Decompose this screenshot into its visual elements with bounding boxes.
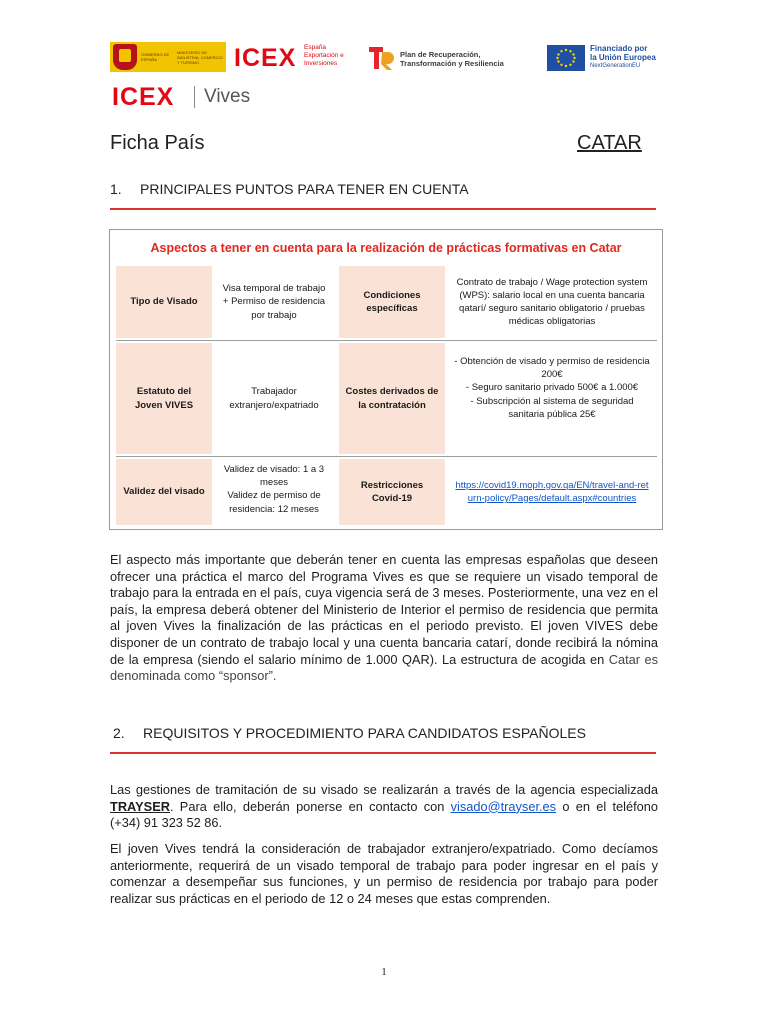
eu-line3: NextGenerationEU — [590, 63, 641, 69]
candidate-paragraph: El joven Vives tendrá la consideración de trabajador extranjero/expatriado. Como decíamos anteriormente, requerirá de un visado temporal de trabajo para poder ingresar en el país y comenzar a desempeñar sus funciones, y un permiso de residencia por trabajo para poder realizar sus prácticas en el periodo de 12 o 24 meses que estas comprenden. — [110, 841, 658, 906]
cost-item: - Seguro sanitario privado 500€ a 1.000€ — [465, 382, 639, 394]
eu-funding-label — [590, 44, 680, 70]
section-2-title: REQUISITOS Y PROCEDIMIENTO PARA CANDIDATOS ESPAÑOLES — [143, 725, 586, 741]
icex-logo: ICEX — [234, 44, 297, 72]
ministerio-label: MINISTERIO DE INDUSTRIA, COMERCIO Y TURISMO — [177, 49, 223, 65]
table-title: Aspectos a tener en cuenta para la realización de prácticas formativas en Catar — [150, 241, 622, 255]
page-number: 1 — [381, 966, 387, 978]
table-cell-validity — [214, 459, 334, 525]
agency-paragraph — [110, 782, 658, 832]
cost-item: - Subscripción al sistema de seguridad sanitaria pública 25€ — [470, 395, 634, 420]
table-row-divider — [116, 340, 657, 341]
table-cell-costs — [447, 343, 657, 454]
prtr-logo-icon — [368, 44, 396, 72]
section-1-divider — [110, 208, 656, 210]
permit-validity-text: Validez de permiso de residencia: 12 meses — [227, 490, 321, 515]
section-1-heading — [110, 180, 469, 198]
gobierno-espana-logo — [110, 42, 226, 72]
covid-policy-link[interactable]: https://covid19.moph.gov.qa/EN/travel-and-return-policy/Pages/default.aspx#countries — [455, 479, 649, 504]
intro-text: El aspecto más importante que deberán tener en cuenta las empresas españolas que deseen ofrecer una práctica el marco del Programa Vives es que se requiere un visado temporal de trabajo para la entrada en el país, cuya vigencia será de 3 meses. Posteriormente, una vez en el país, la empresa deberá obtener del Ministerio de Interior el permiso de residencia que permita al joven Vives la finalización de las prácticas en el periodo previsto. El joven VIVES debe disponer de un contrato de trabajo local y una cuenta bancaria catarí, donde recibirá la nómina de la empresa (siendo el salario mínimo de 1.000 QAR). La estructura de acogida en — [110, 552, 658, 667]
icex-tagline: España Exportación e Inversiones — [304, 44, 344, 67]
intro-text-tail: Catar es denominada como “sponsor”. — [110, 651, 658, 684]
prtr-line1: Plan de Recuperación, — [400, 50, 481, 59]
agency-text-end: o en el teléfono (+34) 91 323 52 86. — [110, 798, 658, 831]
section-2-heading — [113, 724, 586, 742]
eu-line1: Financiado por — [590, 44, 648, 53]
section-1-title: PRINCIPALES PUNTOS PARA TENER EN CUENTA — [140, 181, 469, 197]
table-header-cell: Costes derivados de la contratación — [339, 343, 445, 454]
trayser-name: TRAYSER — [110, 798, 170, 814]
vives-label: Vives — [204, 86, 251, 107]
prtr-line2: Transformación y Resiliencia — [400, 59, 504, 68]
visa-validity-text: Validez de visado: 1 a 3 meses — [223, 464, 325, 489]
country-title: CATAR — [577, 132, 642, 154]
eu-line2: la Unión Europea — [590, 53, 656, 62]
table-cell: Visa temporal de trabajo + Permiso de residencia por trabajo — [214, 266, 334, 338]
table-header-cell: Restricciones Covid-19 — [339, 459, 445, 525]
table-header-cell: Estatuto del Joven VIVES — [116, 343, 212, 454]
table-cell-link — [447, 459, 657, 525]
coat-of-arms-icon — [113, 44, 137, 70]
page-title: Ficha País — [110, 132, 205, 154]
icex-vives-logo: ICEX — [112, 83, 175, 111]
eu-flag-icon — [547, 45, 585, 71]
gobierno-label: GOBIERNO DE ESPAÑA — [141, 52, 170, 62]
email-link[interactable]: visado@trayser.es — [450, 798, 557, 814]
section-2-divider — [110, 752, 656, 754]
cost-item: - Obtención de visado y permiso de residencia 200€ — [454, 356, 650, 381]
section-2-number: 2. — [113, 725, 125, 741]
agency-text: Las gestiones de tramitación de su visado se realizarán a través de la agencia especializada — [110, 782, 658, 797]
table-header-cell: Condiciones específicas — [339, 266, 445, 338]
agency-text-middle: . Para ello, deberán ponerse en contacto con — [169, 798, 451, 814]
table-cell: Contrato de trabajo / Wage protection system (WPS): salario local en una cuenta bancaria qatarí/ seguro sanitario obligatorio / pruebas médicas obligatorias — [447, 266, 657, 338]
prtr-logo-text — [400, 50, 530, 68]
table-header-cell: Tipo de Visado — [116, 266, 212, 338]
table-header-cell: Validez del visado — [116, 459, 212, 525]
table-row-divider — [116, 456, 657, 457]
intro-paragraph — [110, 552, 658, 685]
section-1-number: 1. — [110, 181, 122, 197]
table-cell: Trabajador extranjero/expatriado — [214, 343, 334, 454]
logo-divider — [194, 86, 195, 108]
